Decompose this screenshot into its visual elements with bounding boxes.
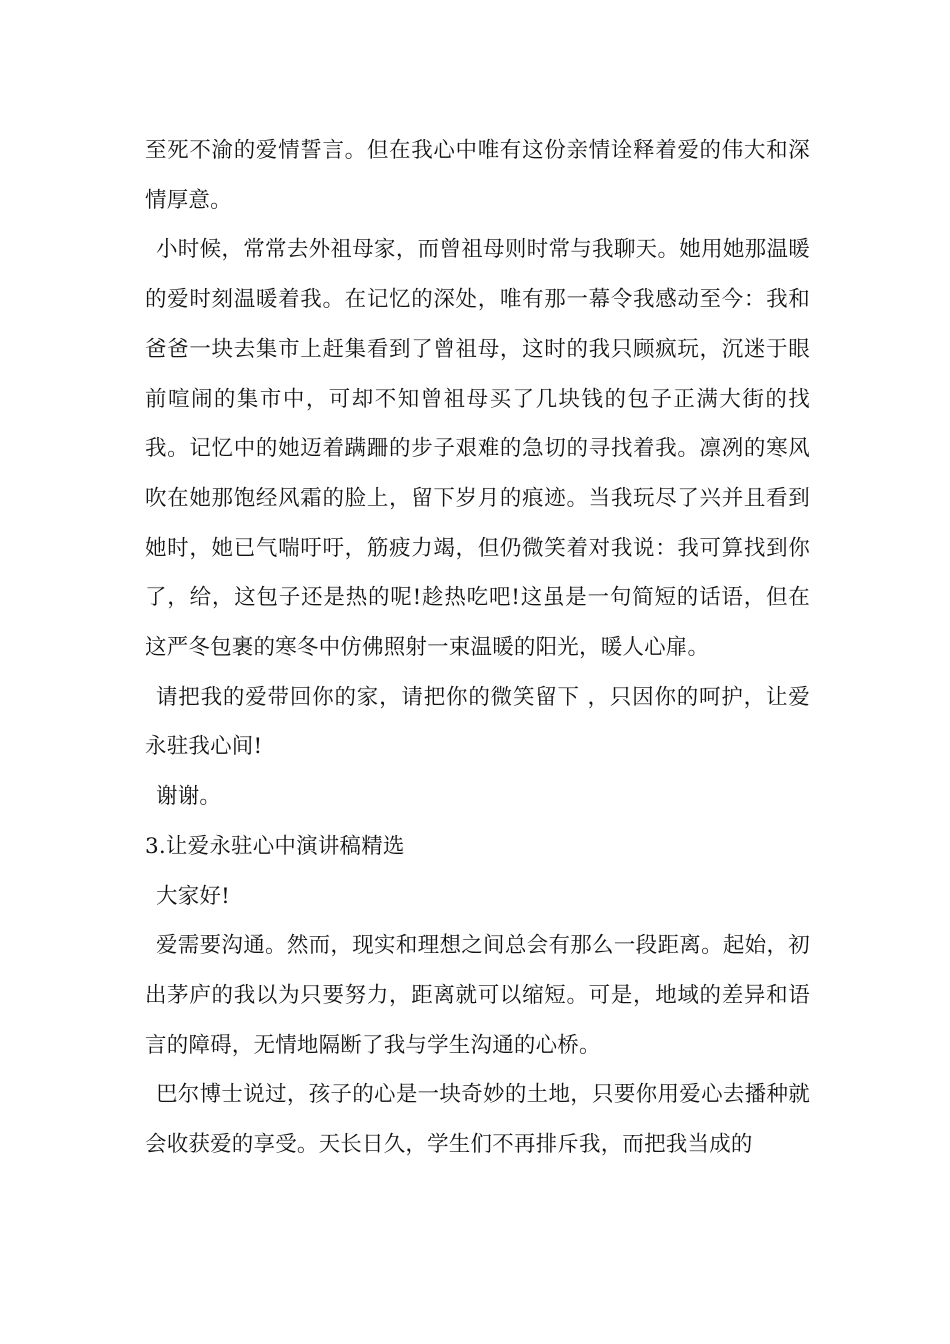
paragraph-4: 谢谢。 xyxy=(156,784,222,810)
paragraph-3: 请把我的爱带回你的家，请把你的微笑留下 ，只因你的呵护，让爱永驻我心间! xyxy=(145,684,810,760)
paragraph-2: 小时候，常常去外祖母家，而曾祖母则时常与我聊天。她用她那温暖的爱时刻温暖着我。在记忆的深处，唯有那一幕令我感动至今：我和爸爸一块去集市上赶集看到了曾祖母，这时的我只顾疯玩，沉迷于眼前喧闹的集市中，可却不知曾祖母买了几块钱的包子正满大街的找我。记忆中的她迈着蹒跚的步子艰难的急切的寻找着我。凛冽的寒风吹在她那饱经风霜的脸上，留下岁月的痕迹。当我玩尽了兴并且看到她时，她已气喘吁吁，筋疲力竭，但仍微笑着对我说：我可算找到你了，给，这包子还是热的呢!趁热吃吧!这虽是一句简短的话语，但在这严冬包裹的寒冬中仿佛照射一束温暖的阳光，暖人心扉。 xyxy=(145,237,810,661)
paragraph-1: 至死不渝的爱情誓言。但在我心中唯有这份亲情诠释着爱的伟大和深情厚意。 xyxy=(145,138,810,213)
section-paragraph-1: 大家好! xyxy=(156,883,230,909)
section-heading: 3.让爱永驻心中演讲稿精选 xyxy=(145,833,405,859)
section-paragraph-3: 巴尔博士说过，孩子的心是一块奇妙的土地，只要你用爱心去播种就会收获爱的享受。天长日久，学生们不再排斥我，而把我当成的 xyxy=(145,1082,810,1158)
section-paragraph-2: 爱需要沟通。然而，现实和理想之间总会有那么一段距离。起始，初出茅庐的我以为只要努力，距离就可以缩短。可是，地域的差异和语言的障碍，无情地隔断了我与学生沟通的心桥。 xyxy=(145,933,810,1058)
document-body xyxy=(145,126,810,1170)
